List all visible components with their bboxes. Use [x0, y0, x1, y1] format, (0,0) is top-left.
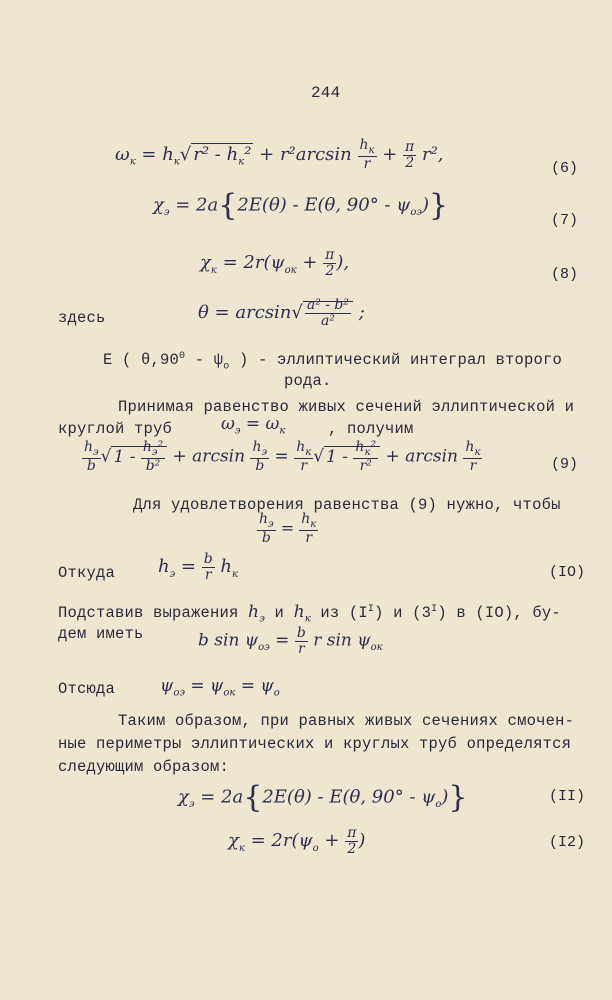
equation-6-number: (6) [551, 160, 579, 177]
equation-7: $\chi_э = 2a\{2E(\theta) - E(\theta$, $90^\circ - \psi_{оэ}$)} [153, 188, 449, 223]
dem-imet-text: дем иметь [58, 625, 144, 643]
equation-6: $\omega_к = h_к√$ $r^2 - h_к^2 + r^2\arcsin$ $\frac{h_к}{r}$ + $\frac{\pi}{2}$ r², [115, 137, 444, 173]
equation-11: $\chi_э = 2a\{2E(\theta) - E(\theta$, $90^\circ - \psi_о$)} [178, 780, 468, 815]
prinimaya-text: Принимая равенство живых сечений эллиптической и [118, 398, 575, 416]
zdes-text: здесь [58, 309, 106, 327]
page-number: 244 [311, 84, 341, 102]
equation-10-number: (IO) [549, 564, 586, 581]
equation-8: $\chi_к = 2r(\psi_{ок}$ + $\frac{\pi}{2}$ ), [200, 247, 350, 279]
elliptic-integral-line: E ( $\theta,90^0 - \psi_о$ ) - эллиптический интеграл второго [103, 351, 562, 373]
equation-12-number: (I2) [549, 834, 586, 851]
takim-text: Таким образом, при равных живых сечениях смочен- [118, 712, 575, 730]
nye-text: ные периметры эллиптических и круглых труб определятся [58, 735, 572, 753]
krugloy-text: круглой труб [58, 420, 173, 438]
poluchim-text: , получим [328, 420, 414, 438]
omega-equality: $\omega_э = \omega_к$ [221, 414, 286, 437]
roda-text: рода. [284, 372, 332, 390]
otsyuda-text: Отсюда [58, 680, 116, 698]
equation-9: $\frac{h_э}{b}$ √ 1 - $\frac{h_э^2}{\text{b²}}$ + arcsin $\frac{h_э}{b}$ = $\frac{h_к}{r}$ √ 1 - $\frac{h_к^2}{\text{r²}}$ + arcsin $\frac{h_к}{r}$ [84, 439, 481, 475]
equation-9-number: (9) [551, 456, 579, 473]
sleduyushchim-text: следующим образом: [58, 758, 230, 776]
podstaviv-line: Подставив выражения $h_э$ и $h_к$ из $(I^I)$ и $(3^I)$ в (IO), бу- [58, 602, 561, 625]
psi-equality: $\psi_{оэ} = \psi_{ок} = \psi_о$ [160, 676, 280, 699]
dlya-text: Для удовлетворения равенства (9) нужно, чтобы [133, 496, 561, 514]
equation-10: $h_э$ = $\frac{b}{r}$ $h_к$ [158, 551, 239, 583]
ratio-equation: $\frac{h_э}{b}$ = $\frac{h_к}{r}$ [259, 511, 317, 547]
equation-8-number: (8) [551, 266, 579, 283]
equation-7-number: (7) [551, 212, 579, 229]
theta-equation: θ = arcsin√ $\frac{\text{a² - b²}}{\text{a²}}$ ; [198, 297, 365, 329]
otkuda-text: Откуда [58, 564, 116, 582]
equation-11-number: (II) [549, 788, 586, 805]
equation-12: $\chi_к = 2r(\psi_о$ + $\frac{\pi}{2}$ ) [228, 825, 366, 857]
sin-equation: b $\sin \psi_{оэ}$ = $\frac{b}{r}$ r $\sin \psi_{ок}$ [198, 625, 383, 657]
